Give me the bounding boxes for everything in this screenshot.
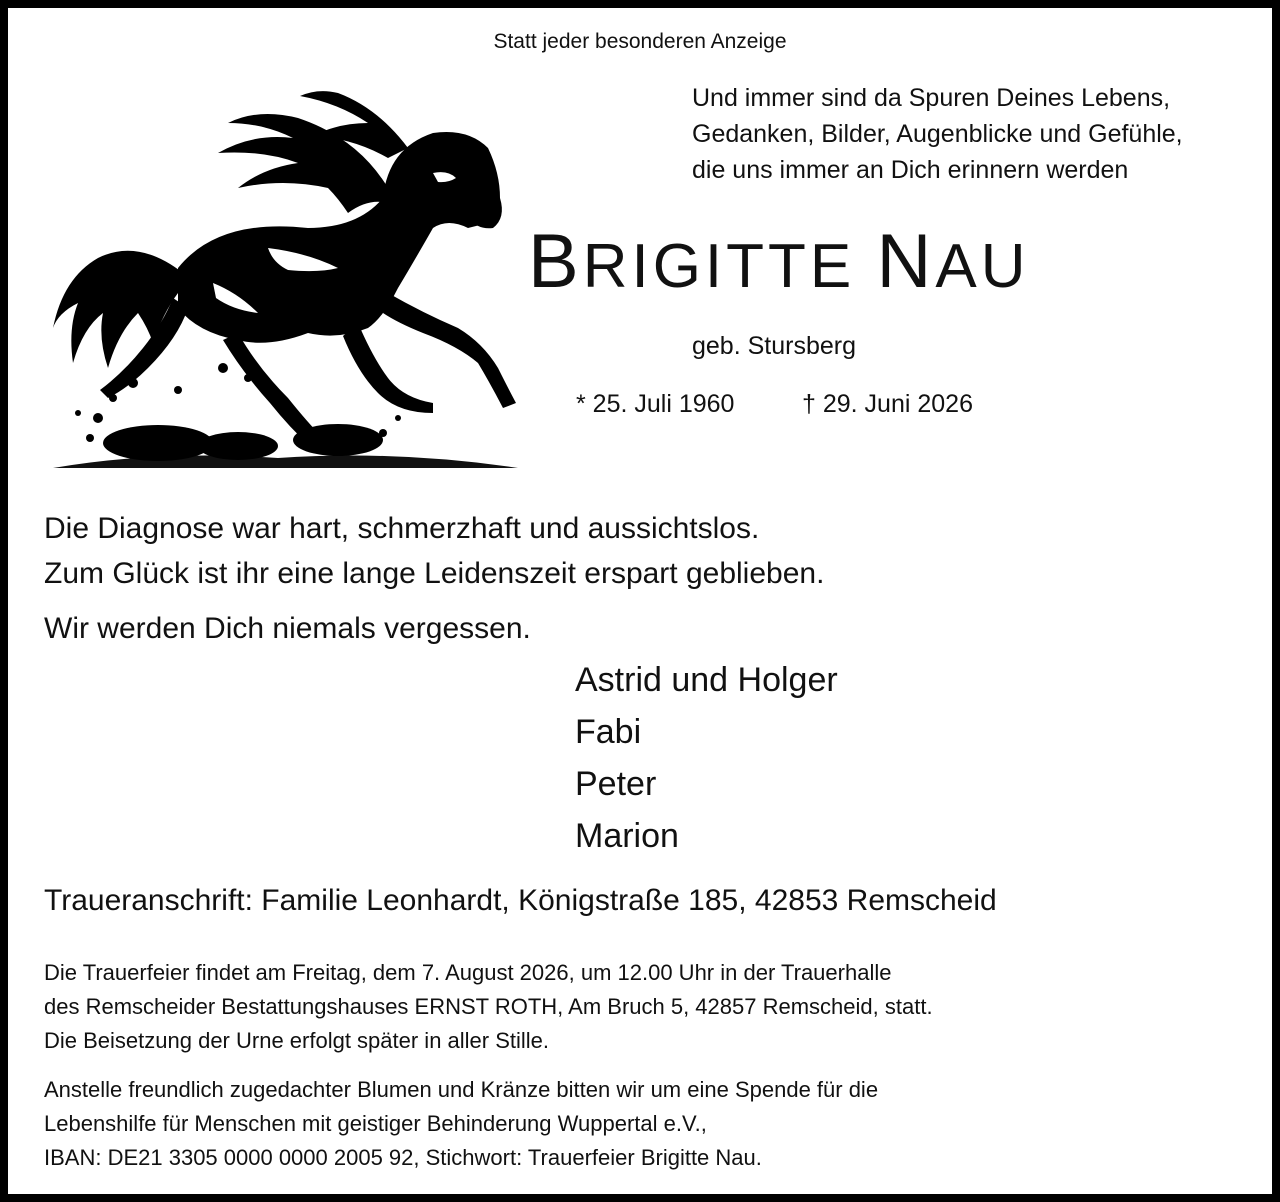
mourning-address: Traueranschrift: Familie Leonhardt, Königstraße 185, 42853 Remscheid: [44, 884, 997, 917]
notice-header: Statt jeder besonderen Anzeige: [493, 30, 787, 53]
deceased-name: [528, 219, 1030, 304]
signer: Marion: [575, 817, 679, 855]
birth-date: * 25. Juli 1960: [576, 390, 735, 418]
service-line: des Remscheider Bestattungshauses ERNST ROTH, Am Bruch 5, 42857 Remscheid, statt.: [44, 994, 933, 1019]
signer: Astrid und Holger: [575, 661, 838, 699]
name-initial: B: [528, 219, 583, 304]
donation-line: Anstelle freundlich zugedachter Blumen und Kränze bitten wir um eine Spende für die: [44, 1077, 879, 1102]
death-date: † 29. Juni 2026: [802, 390, 973, 418]
message-line: Die Diagnose war hart, schmerzhaft und aussichtslos.: [44, 512, 760, 545]
donation-line: Lebenshilfe für Menschen mit geistiger Behinderung Wuppertal e.V.,: [44, 1111, 707, 1136]
surname-rest: AU: [935, 232, 1030, 301]
donation-line: IBAN: DE21 3305 0000 0000 2005 92, Stichwort: Trauerfeier Brigitte Nau.: [44, 1145, 762, 1170]
farewell-line: Wir werden Dich niemals vergessen.: [44, 612, 531, 645]
memorial-poem: [692, 80, 1183, 188]
service-line: Die Trauerfeier findet am Freitag, dem 7. August 2026, um 12.00 Uhr in der Trauerhalle: [44, 960, 892, 985]
signer: Peter: [575, 765, 657, 803]
galloping-horse-illustration: [38, 78, 528, 476]
diagnosis-message: [44, 506, 824, 596]
signer: Fabi: [575, 713, 642, 751]
poem-line: die uns immer an Dich erinnern werden: [692, 156, 1129, 184]
signers-list: [575, 654, 838, 862]
poem-line: Gedanken, Bilder, Augenblicke und Gefühle,: [692, 120, 1183, 148]
service-line: Die Beisetzung der Urne erfolgt später in aller Stille.: [44, 1028, 550, 1053]
surname-initial: N: [876, 219, 936, 304]
message-line: Zum Glück ist ihr eine lange Leidenszeit erspart geblieben.: [44, 557, 825, 590]
donation-request: [44, 1073, 878, 1175]
maiden-name: geb. Stursberg: [692, 332, 856, 360]
name-rest: RIGITTE: [582, 232, 856, 301]
poem-line: Und immer sind da Spuren Deines Lebens,: [692, 84, 1171, 112]
funeral-service-info: [44, 956, 933, 1058]
